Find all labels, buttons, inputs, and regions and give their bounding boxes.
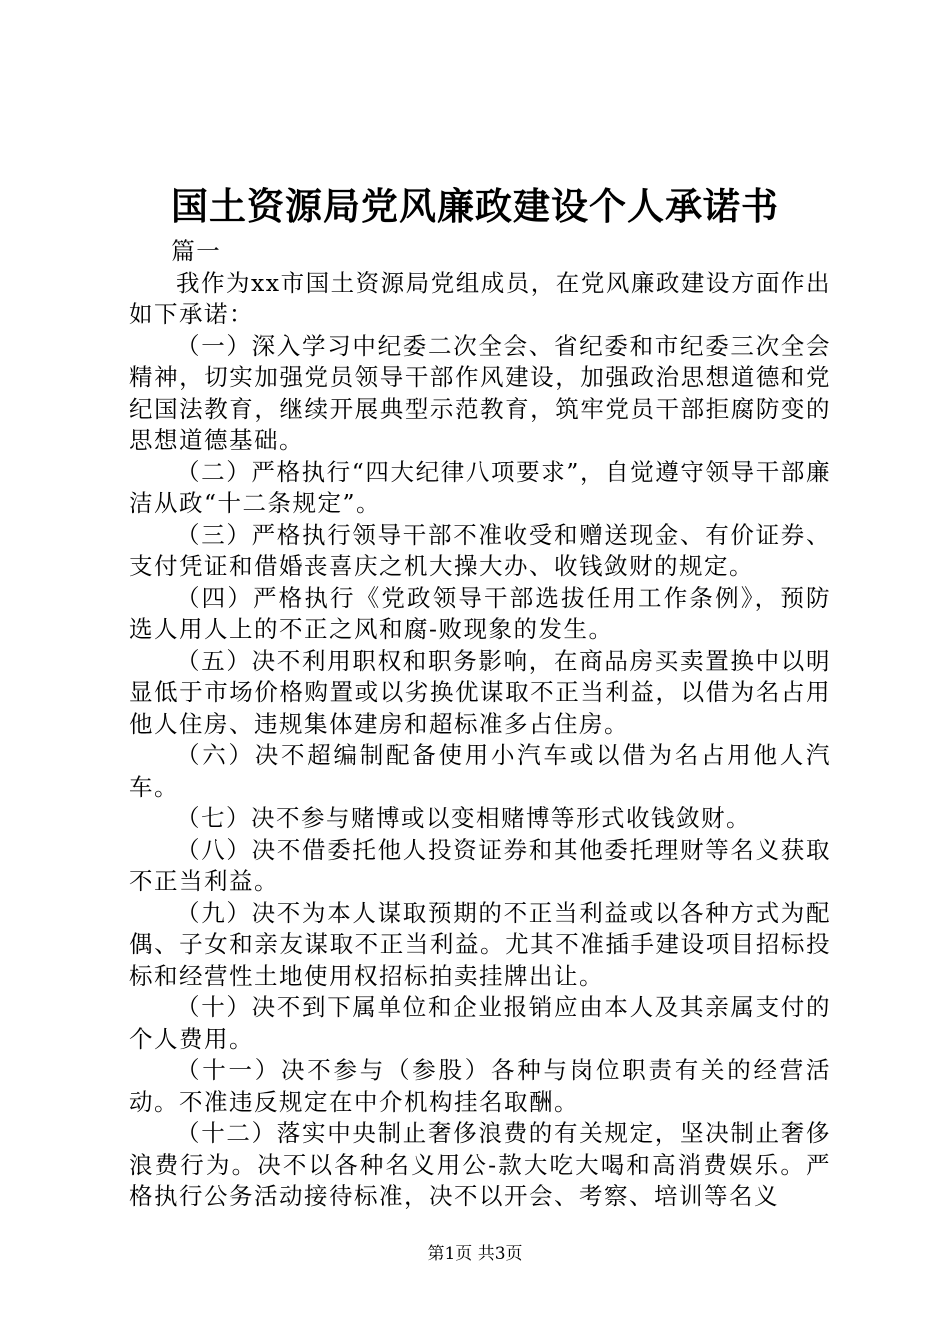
paragraph-item-8: （八）决不借委托他人投资证券和其他委托理财等名义获取不正当利益。 (129, 835, 831, 895)
document-body (129, 236, 831, 1213)
paragraph-item-11: （十一）决不参与（参股）各种与岗位职责有关的经营活动。不准违反规定在中介机构挂名取酬。 (129, 1056, 831, 1116)
page-footer: 第1页 共3页 (427, 1244, 523, 1264)
paragraph-item-7: （七）决不参与赌博或以变相赌博等形式收钱敛财。 (176, 804, 751, 832)
paragraph-item-10: （十）决不到下属单位和企业报销应由本人及其亲属支付的个人费用。 (129, 993, 831, 1053)
document-title: 国土资源局党风廉政建设个人承诺书 (171, 184, 779, 228)
paragraph-intro: 我作为xx市国土资源局党组成员，在党风廉政建设方面作出如下承诺： (129, 268, 831, 328)
paragraph-item-9: （九）决不为本人谋取预期的不正当利益或以各种方式为配偶、子女和亲友谋取不正当利益。尤其不准插手建设项目招标投标和经营性土地使用权招标拍卖挂牌出让。 (129, 898, 831, 990)
paragraph-item-3: （三）严格执行领导干部不准收受和赠送现金、有价证券、支付凭证和借婚丧喜庆之机大操大办、收钱敛财的规定。 (129, 520, 831, 580)
paragraph-item-4: （四）严格执行《党政领导干部选拔任用工作条例》，预防选人用人上的不正之风和腐-败现象的发生。 (129, 583, 831, 643)
paragraph-item-6: （六）决不超编制配备使用小汽车或以借为名占用他人汽车。 (129, 741, 831, 801)
paragraph-item-5: （五）决不利用职权和职务影响，在商品房买卖置换中以明显低于市场价格购置或以劣换优谋取不正当利益，以借为名占用他人住房、违规集体建房和超标准多占住房。 (129, 646, 831, 738)
paragraph-item-12: （十二）落实中央制止奢侈浪费的有关规定，坚决制止奢侈浪费行为。决不以各种名义用公-款大吃大喝和高消费娱乐。严格执行公务活动接待标准，决不以开会、考察、培训等名义 (129, 1119, 831, 1210)
paragraph-item-2: （二）严格执行“四大纪律八项要求”，自觉遵守领导干部廉洁从政“十二条规定”。 (129, 457, 831, 517)
paragraph-item-1: （一）深入学习中纪委二次全会、省纪委和市纪委三次全会精神，切实加强党员领导干部作风建设，加强政治思想道德和党纪国法教育，继续开展典型示范教育，筑牢党员干部拒腐防变的思想道德基础。 (129, 331, 831, 454)
section-label: 篇一 (171, 237, 222, 265)
